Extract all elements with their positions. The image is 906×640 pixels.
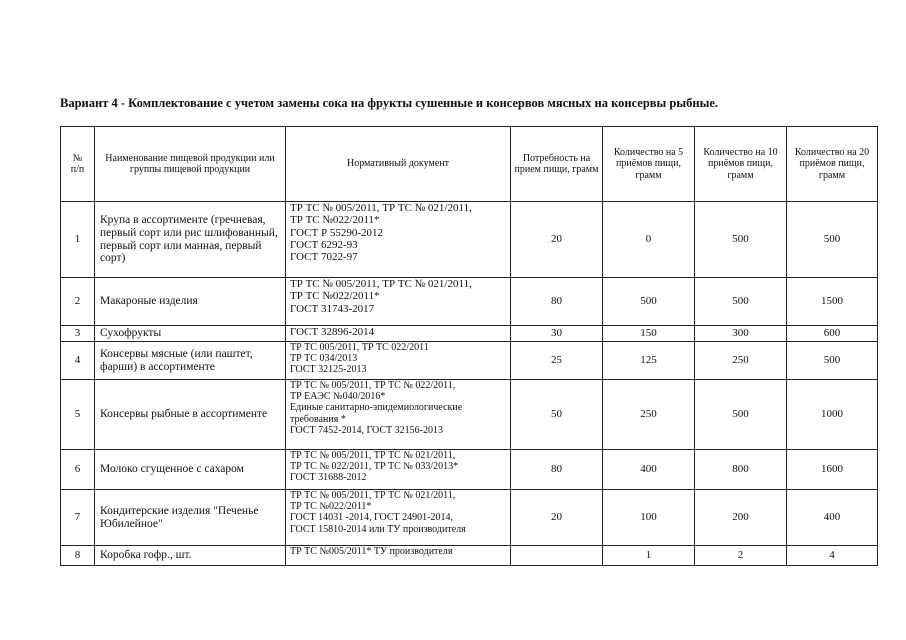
qty-20-meals: 1000 xyxy=(787,380,878,450)
qty-10-meals: 800 xyxy=(695,450,787,490)
qty-20-meals: 400 xyxy=(787,490,878,546)
document-line: ТР ТС 034/2013 xyxy=(290,353,358,365)
product-name: Коробка гофр., шт. xyxy=(95,546,286,566)
normative-document xyxy=(286,546,511,566)
document-line: ТР ТС № 005/2011, ТР ТС № 021/2011, xyxy=(290,278,472,290)
qty-10-meals: 300 xyxy=(695,326,787,342)
header-name: Наименование пищевой продукции или группы пищевой продукции xyxy=(95,127,286,202)
qty-10-meals: 250 xyxy=(695,342,787,380)
product-name: Консервы рыбные в ассортименте xyxy=(95,380,286,450)
qty-10-meals: 2 xyxy=(695,546,787,566)
document-line: ГОСТ 31743-2017 xyxy=(290,302,375,315)
need-per-meal: 30 xyxy=(511,326,603,342)
qty-5-meals: 0 xyxy=(603,202,695,278)
row-number: 8 xyxy=(61,546,95,566)
header-need: Потребность на прием пищи, грамм xyxy=(511,127,603,202)
table-row xyxy=(61,342,878,380)
header-num: № п/п xyxy=(61,127,95,202)
page-title: Вариант 4 - Комплектование с учетом замены сока на фрукты сушенные и консервов мясных на консервы рыбные. xyxy=(60,96,719,110)
row-number: 4 xyxy=(61,342,95,380)
qty-5-meals: 100 xyxy=(603,490,695,546)
qty-10-meals: 200 xyxy=(695,490,787,546)
header-doc: Нормативный документ xyxy=(286,127,511,202)
need-per-meal: 50 xyxy=(511,380,603,450)
table-row xyxy=(61,450,878,490)
qty-5-meals: 150 xyxy=(603,326,695,342)
normative-document xyxy=(286,490,511,546)
need-per-meal xyxy=(511,546,603,566)
document-line: Единые санитарно-эпидемиологические xyxy=(290,402,463,414)
product-name: Крупа в ассортименте (гречневая, первый сорт или рис шлифованный, первый сорт или манная, первый сорт) xyxy=(95,202,286,278)
qty-5-meals: 1 xyxy=(603,546,695,566)
row-number: 7 xyxy=(61,490,95,546)
need-per-meal: 80 xyxy=(511,450,603,490)
header-q20: Количество на 20 приёмов пищи, грамм xyxy=(787,127,878,202)
document-line: требования * xyxy=(290,413,346,425)
product-name: Макароные изделия xyxy=(95,278,286,326)
table-row xyxy=(61,380,878,450)
normative-document xyxy=(286,202,511,278)
row-number: 5 xyxy=(61,380,95,450)
document-line: ГОСТ 7022-97 xyxy=(290,251,358,264)
row-number: 6 xyxy=(61,450,95,490)
row-number: 3 xyxy=(61,326,95,342)
document-line: ГОСТ 14031 -2014, ГОСТ 24901-2014, xyxy=(290,512,453,524)
qty-10-meals: 500 xyxy=(695,202,787,278)
product-name: Сухофрукты xyxy=(95,326,286,342)
header-q5: Количество на 5 приёмов пищи, грамм xyxy=(603,127,695,202)
document-line: ТР ЕАЭС №040/2016* xyxy=(290,391,386,403)
document-line: ТР ТС 005/2011, ТР ТС 022/2011 xyxy=(290,342,429,353)
document-line: ТР ТС № 005/2011, ТР ТС № 021/2011, xyxy=(290,490,456,501)
need-per-meal: 20 xyxy=(511,202,603,278)
table-row xyxy=(61,202,878,278)
qty-10-meals: 500 xyxy=(695,278,787,326)
document-line: ТР ТС № 005/2011, ТР ТС № 021/2011, xyxy=(290,202,472,214)
qty-20-meals: 1600 xyxy=(787,450,878,490)
document-line: ГОСТ 6292-93 xyxy=(290,238,358,251)
document-line: ТР ТС № 022/2011, ТР ТС № 033/2013* xyxy=(290,461,459,473)
qty-20-meals: 1500 xyxy=(787,278,878,326)
document-line: ТР ТС №022/2011* xyxy=(290,501,372,513)
qty-5-meals: 400 xyxy=(603,450,695,490)
document-line: ТР ТС № 005/2011, ТР ТС № 021/2011, xyxy=(290,450,456,461)
document-line: ГОСТ 15810-2014 или ТУ производителя xyxy=(290,523,466,535)
product-name: Молоко сгущенное с сахаром xyxy=(95,450,286,490)
qty-20-meals: 600 xyxy=(787,326,878,342)
document-line: ГОСТ 32896-2014 xyxy=(290,326,375,338)
document-line: ТР ТС №005/2011* ТУ производителя xyxy=(290,546,453,557)
row-number: 2 xyxy=(61,278,95,326)
need-per-meal: 20 xyxy=(511,490,603,546)
qty-20-meals: 500 xyxy=(787,202,878,278)
row-number: 1 xyxy=(61,202,95,278)
table-row xyxy=(61,546,878,566)
qty-20-meals: 500 xyxy=(787,342,878,380)
document-line: ГОСТ Р 55290-2012 xyxy=(290,226,384,239)
provisions-table xyxy=(60,126,878,566)
table-row xyxy=(61,326,878,342)
document-line: ГОСТ 7452-2014, ГОСТ 32156-2013 xyxy=(290,424,443,436)
document-line: ГОСТ 31688-2012 xyxy=(290,472,367,484)
normative-document xyxy=(286,380,511,450)
product-name: Консервы мясные (или паштет, фарши) в ассортименте xyxy=(95,342,286,380)
normative-document xyxy=(286,278,511,326)
qty-5-meals: 500 xyxy=(603,278,695,326)
table-row xyxy=(61,490,878,546)
qty-20-meals: 4 xyxy=(787,546,878,566)
normative-document xyxy=(286,326,511,342)
document-line: ТР ТС № 005/2011, ТР ТС № 022/2011, xyxy=(290,380,456,391)
table-row xyxy=(61,278,878,326)
need-per-meal: 25 xyxy=(511,342,603,380)
product-name: Кондитерские изделия "Печенье Юбилейное" xyxy=(95,490,286,546)
header-q10: Количество на 10 приёмов пищи, грамм xyxy=(695,127,787,202)
qty-5-meals: 125 xyxy=(603,342,695,380)
need-per-meal: 80 xyxy=(511,278,603,326)
normative-document xyxy=(286,342,511,380)
document-line: ГОСТ 32125-2013 xyxy=(290,364,367,376)
qty-5-meals: 250 xyxy=(603,380,695,450)
document-line: ТР ТС №022/2011* xyxy=(290,214,380,227)
document-line: ТР ТС №022/2011* xyxy=(290,290,380,303)
normative-document xyxy=(286,450,511,490)
table-header-row xyxy=(61,127,878,202)
qty-10-meals: 500 xyxy=(695,380,787,450)
